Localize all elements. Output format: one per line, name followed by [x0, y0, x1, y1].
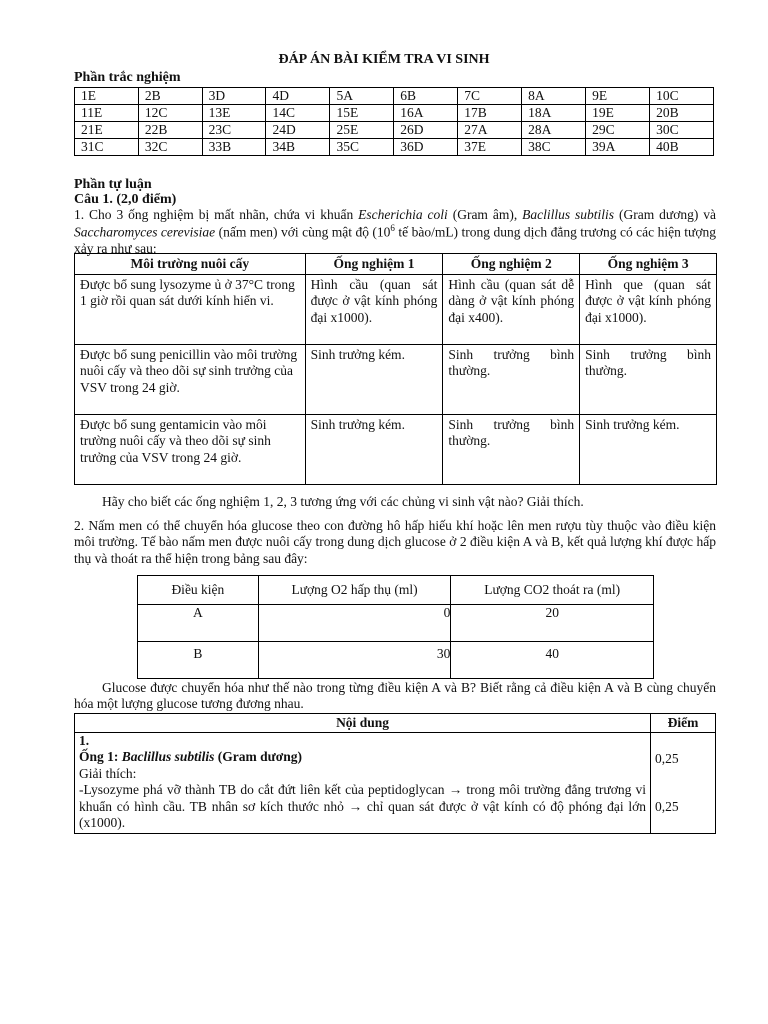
q2-question: Glucose được chuyển hóa như thế nào trong từng điều kiện A và B? Biết rằng cả điều kiện A và B cùng chuyển hóa một lượng glucose tương đương nhau. [74, 680, 716, 712]
answer-cell: 15E [330, 105, 394, 122]
answer-cell: 30C [650, 122, 714, 139]
gas-table-header: Lượng CO2 thoát ra (ml) [451, 576, 654, 605]
answer-cell: 36D [394, 139, 458, 156]
score-value: 0,25 [655, 751, 679, 766]
answer-cell: 14C [266, 105, 330, 122]
answer-score [651, 733, 716, 834]
answer-cell: 6B [394, 88, 458, 105]
answer-cell: 11E [75, 105, 139, 122]
table-row [138, 605, 654, 642]
answer-cell: 38C [522, 139, 586, 156]
table-cell: A [138, 605, 259, 642]
answer-cell: 31C [75, 139, 139, 156]
mc-heading: Phần trắc nghiệm [74, 70, 181, 85]
document-title: ĐÁP ÁN BÀI KIỂM TRA VI SINH [278, 52, 490, 67]
answer-cell: 26D [394, 122, 458, 139]
table-cell: Hình que (quan sát được ở vật kính phóng đại x1000). [580, 275, 717, 345]
table-cell: Sinh trưởng bình thường. [443, 345, 580, 415]
answer-cell: 4D [266, 88, 330, 105]
mc-answer-table [74, 87, 714, 156]
table-row [75, 733, 716, 834]
answer-cell: 27A [458, 122, 522, 139]
answer-cell: 28A [522, 122, 586, 139]
q1-intro: 1. Cho 3 ống nghiệm bị mất nhãn, chứa vi khuẩn Escherichia coli (Gram âm), Baclillus subtilis (Gram dương) và Saccharomyces cerevisiae (nấm men) với cùng mật độ ($10^6$ tế bào/mL) trong dung dịch đẳng trương có các hiện tượng xảy ra như sau: [74, 207, 717, 257]
score-value: 0,25 [655, 799, 679, 815]
table-cell: Hình cầu (quan sát dễ dàng ở vật kính phóng đại x400). [443, 275, 580, 345]
species-ecoli: Escherichia coli [358, 207, 448, 222]
table-row [138, 642, 654, 679]
answer-cell: 22B [138, 122, 202, 139]
q1-question: Hãy cho biết các ống nghiệm 1, 2, 3 tương ứng với các chủng vi sinh vật nào? Giải thích. [102, 494, 584, 509]
q1-heading: Câu 1. (2,0 điểm) [74, 192, 177, 207]
culture-table-header: Môi trường nuôi cấy [75, 254, 306, 275]
answer-key-header: Nội dung [75, 714, 651, 733]
table-cell: Sinh trưởng kém. [305, 345, 443, 415]
answer-cell: 24D [266, 122, 330, 139]
culture-table-header: Ống nghiệm 1 [305, 254, 443, 275]
table-row [75, 275, 717, 345]
answer-tube1: Ống 1: Baclillus subtilis (Gram dương) [79, 749, 302, 765]
gas-table-header: Lượng O2 hấp thụ (ml) [258, 576, 451, 605]
table-cell: Sinh trưởng kém. [305, 415, 443, 485]
table-cell: Sinh trưởng bình thường. [580, 345, 717, 415]
culture-table-header: Ống nghiệm 2 [443, 254, 580, 275]
species-bsubtilis: Baclillus subtilis [522, 207, 615, 222]
answer-cell: 21E [75, 122, 139, 139]
q2-intro: 2. Nấm men có thể chuyển hóa glucose theo con đường hô hấp hiếu khí hoặc lên men rượu tùy thuộc vào điều kiện môi trường. Tế bào nấm men được nuôi cấy trong dung dịch glucose ở 2 điều kiện A và B, kết quả lượng khí được hấp thụ và thoát ra thể hiện trong bảng sau đây: [74, 518, 716, 566]
answer-cell: 16A [394, 105, 458, 122]
answer-cell: 23C [202, 122, 266, 139]
table-cell: 20 [451, 605, 654, 642]
answer-cell: 7C [458, 88, 522, 105]
answer-cell: 13E [202, 105, 266, 122]
answer-cell: 34B [266, 139, 330, 156]
answer-cell: 39A [586, 139, 650, 156]
answer-cell: 19E [586, 105, 650, 122]
table-cell: Được bổ sung gentamicin vào môi trường nuôi cấy và theo dõi sự sinh trưởng của VSV trong 24 giờ. [75, 415, 306, 485]
answer-cell: 25E [330, 122, 394, 139]
answer-cell: 3D [202, 88, 266, 105]
answer-cell: 29C [586, 122, 650, 139]
answer-cell: 32C [138, 139, 202, 156]
culture-table [74, 253, 717, 485]
answer-cell: 9E [586, 88, 650, 105]
answer-key-table [74, 713, 716, 834]
essay-heading: Phần tự luận [74, 177, 152, 192]
table-cell: Sinh trưởng bình thường. [443, 415, 580, 485]
table-cell: Được bổ sung lysozyme ủ ở 37°C trong 1 giờ rồi quan sát dưới kính hiển vi. [75, 275, 306, 345]
table-cell: 40 [451, 642, 654, 679]
gas-table-header: Điều kiện [138, 576, 259, 605]
explain-label: Giải thích: [79, 765, 137, 781]
species-scerevisiae: Saccharomyces cerevisiae [74, 224, 216, 240]
table-row [75, 415, 717, 485]
answer-cell: 12C [138, 105, 202, 122]
answer-key-header: Điểm [651, 714, 716, 733]
explain-text: -Lysozyme phá vỡ thành TB do cắt đứt liên kết của peptidoglycan → trong môi trường đẳng trương vi khuẩn có hình cầu. TB nhân sơ kích thước nhỏ → chỉ quan sát được ở vật kính có độ phóng đại lớn (x1000). [79, 782, 647, 831]
table-row [75, 122, 714, 139]
answer-cell: 2B [138, 88, 202, 105]
answer-content [75, 733, 651, 834]
table-cell: B [138, 642, 259, 679]
answer-cell: 33B [202, 139, 266, 156]
answer-number: 1. [79, 733, 90, 748]
answer-cell: 17B [458, 105, 522, 122]
table-cell: Sinh trưởng kém. [580, 415, 717, 485]
answer-cell: 8A [522, 88, 586, 105]
answer-cell: 40B [650, 139, 714, 156]
answer-cell: 37E [458, 139, 522, 156]
gas-table [137, 575, 654, 679]
answer-cell: 18A [522, 105, 586, 122]
table-row [75, 139, 714, 156]
answer-cell: 20B [650, 105, 714, 122]
answer-cell: 10C [650, 88, 714, 105]
table-cell: Được bổ sung penicillin vào môi trường nuôi cấy và theo dõi sự sinh trưởng của VSV trong 24 giờ. [75, 345, 306, 415]
table-row [75, 345, 717, 415]
answer-cell: 35C [330, 139, 394, 156]
table-cell: 0 [258, 605, 451, 642]
answer-cell: 1E [75, 88, 139, 105]
culture-table-header: Ống nghiệm 3 [580, 254, 717, 275]
table-row [75, 88, 714, 105]
answer-cell: 5A [330, 88, 394, 105]
table-cell: 30 [258, 642, 451, 679]
table-cell: Hình cầu (quan sát được ở vật kính phóng đại x1000). [305, 275, 443, 345]
table-row [75, 105, 714, 122]
